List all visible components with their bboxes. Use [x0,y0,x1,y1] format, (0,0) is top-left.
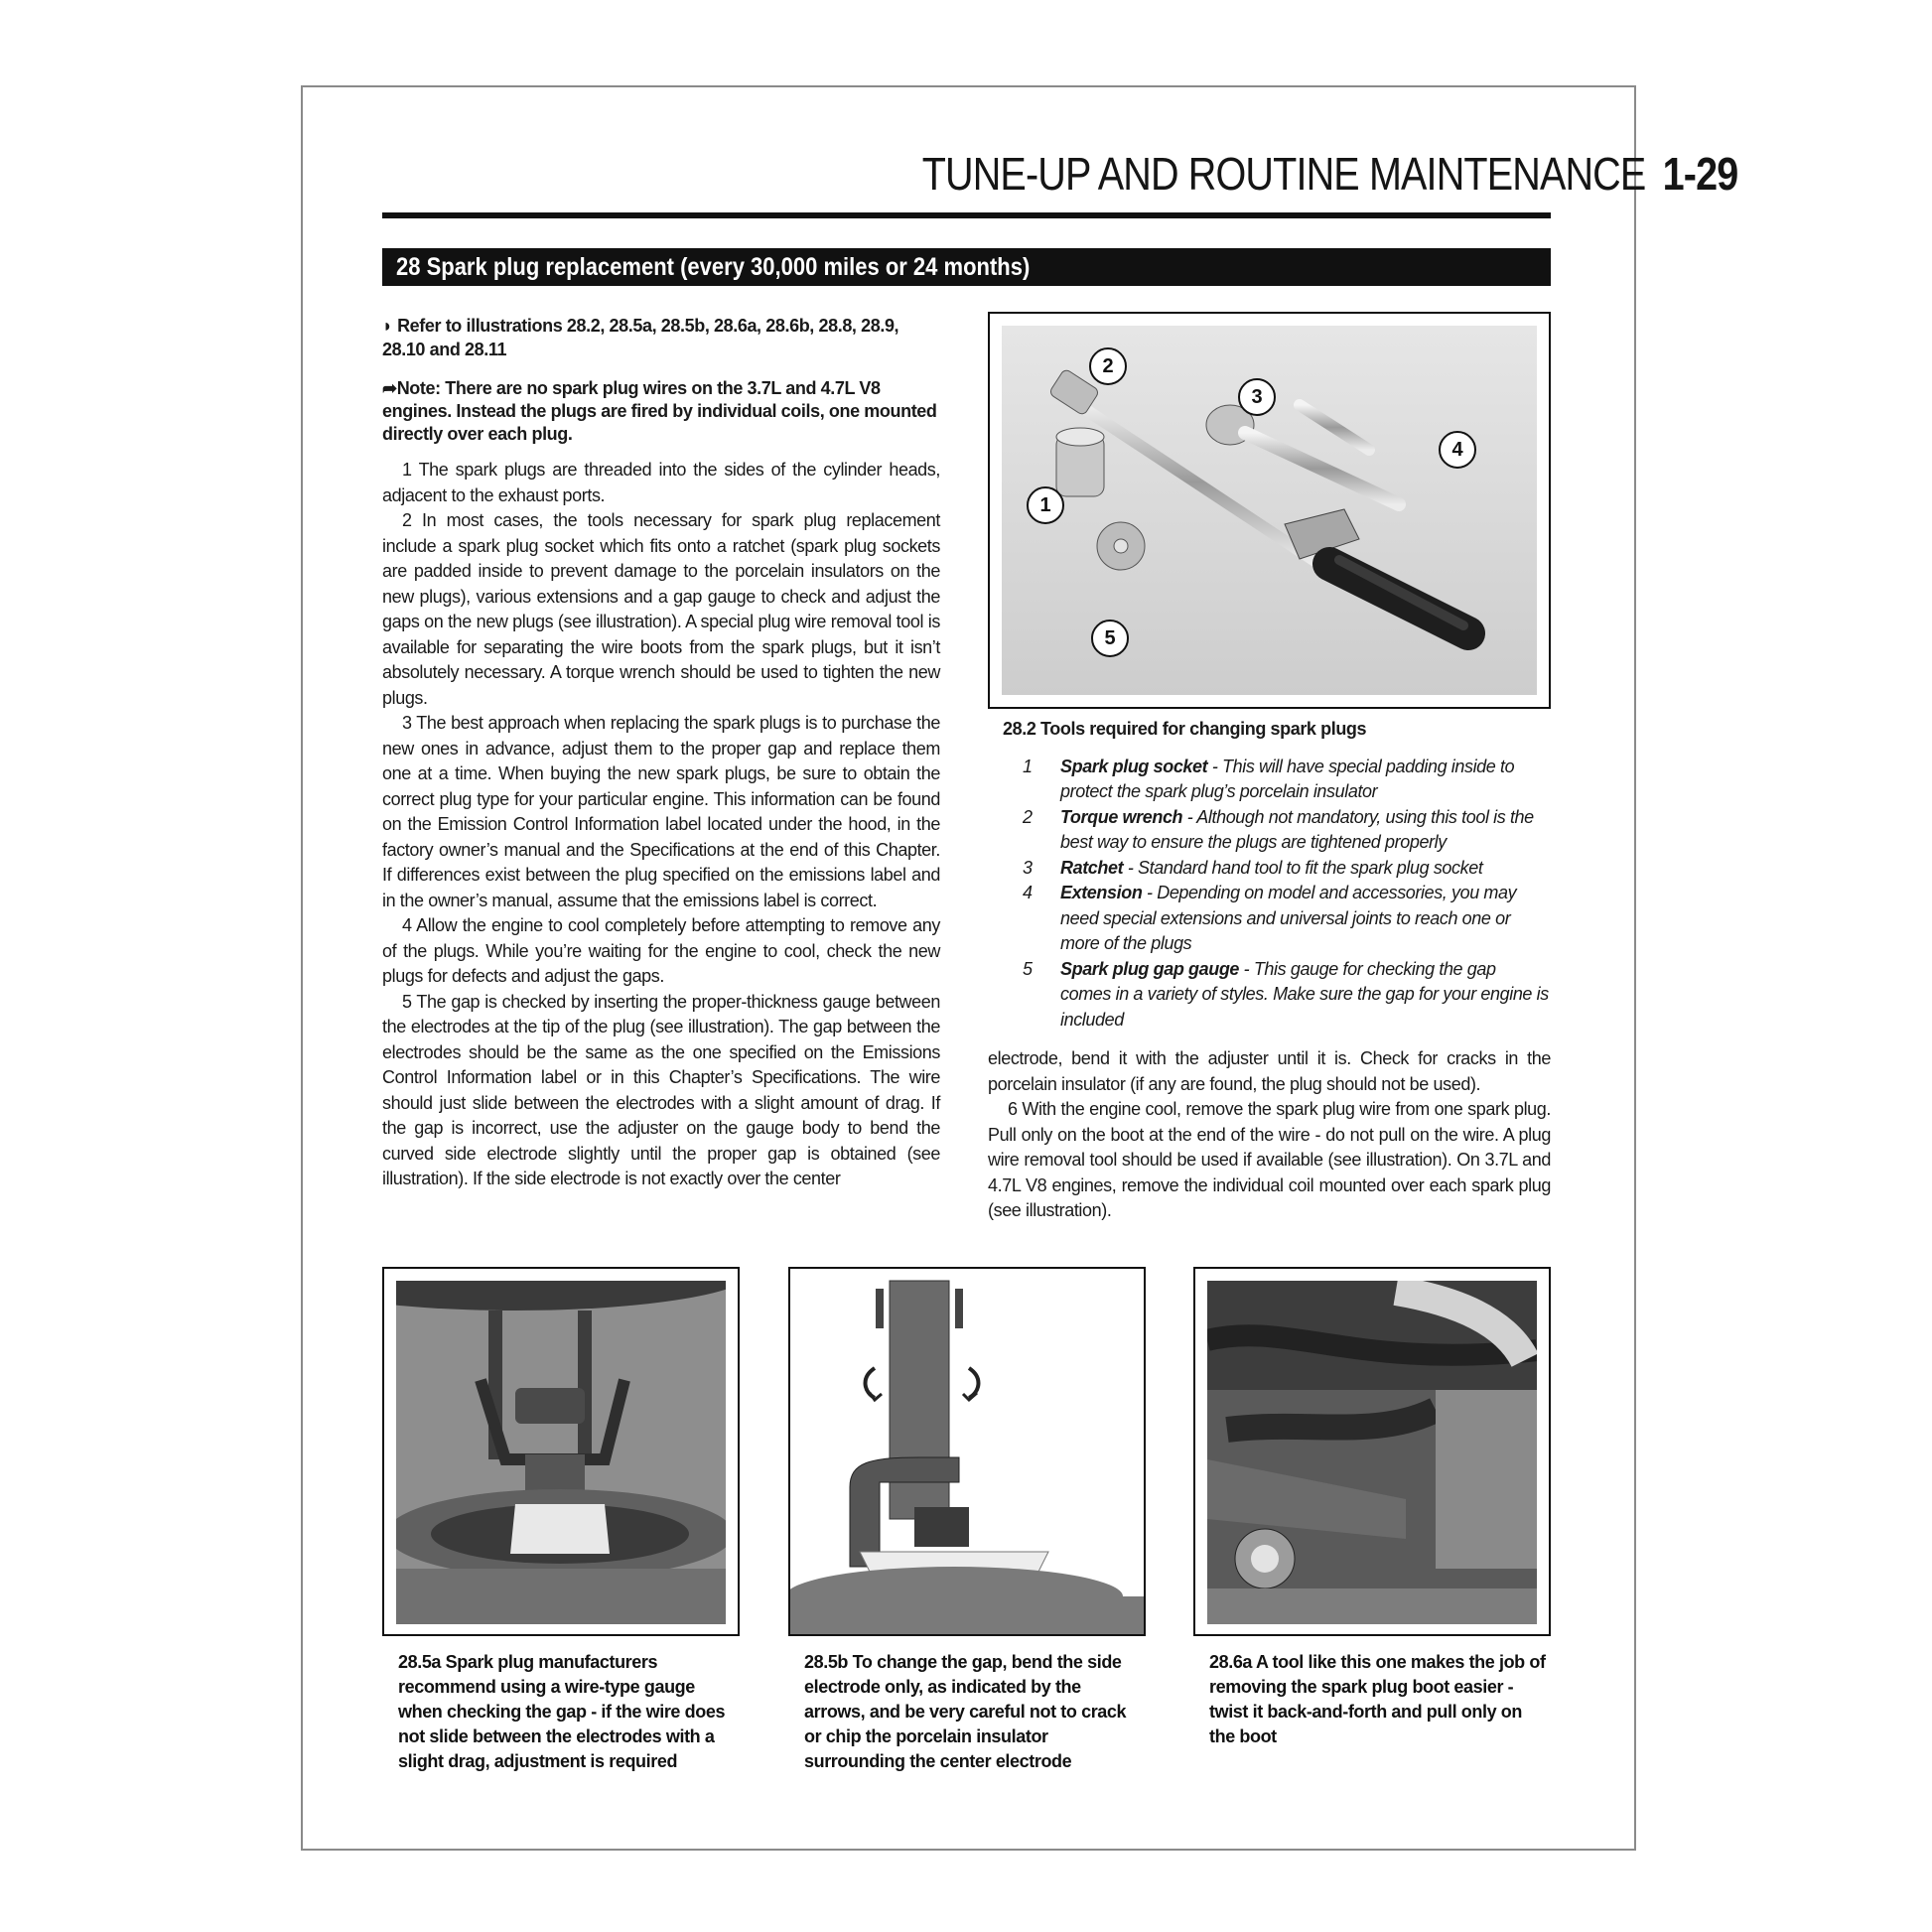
paragraph-4: 4 Allow the engine to cool completely before attempting to remove any of the plugs. While you’re waiting for the engine to cool, check the new plugs for defects and adjust the gaps. [382,915,940,986]
note-block [382,377,940,446]
item-desc: - Although not mandatory, using this tool is the best way to ensure the plugs are tightened properly [1060,806,1534,852]
figure-28-5a-frame [382,1267,740,1636]
list-item [1003,957,1551,1034]
item-number: 3 [1023,857,1033,878]
left-column [382,314,940,1192]
chapter-title: TUNE-UP AND ROUTINE MAINTENANCE [921,148,1646,200]
paragraph-2: 2 In most cases, the tools necessary for spark plug replacement include a spark plug socket which fits onto a ratchet (spark plug sockets are padded inside to prevent damage to the porcelain insulators on the new plugs), various extensions and a gap gauge to check and adjust the gaps on the new plugs (see illustration). A special plug wire removal tool is available for separating the wire boots from the spark plugs, but it isn’t absolutely necessary. A torque wrench should be used to tighten the new plugs. [382,510,940,708]
item-number: 4 [1023,883,1033,902]
figure-28-2-caption: 28.2 Tools required for changing spark plugs [1003,719,1367,739]
engine-bay-illustration [1207,1281,1537,1624]
item-desc: - Standard hand tool to fit the spark plug socket [1123,857,1483,878]
item-desc: - This gauge for checking the gap comes in a variety of styles. Make sure the gap for your engine is included [1060,958,1549,1030]
note-text: Note: There are no spark plug wires on the 3.7L and 4.7L V8 engines. Instead the plugs are fired by individual coils, one mounted directly over each plug. [382,378,937,444]
header-rule [382,212,1551,218]
page-number: 1-29 [1662,148,1738,200]
right-column [988,1046,1551,1224]
section-title: 28 Spark plug replacement (every 30,000 miles or 24 months) [396,253,1031,281]
callout-3: 3 [1238,378,1276,416]
figure-28-2-caption-block [1003,717,1551,1033]
page-header [922,147,1737,201]
item-name: Torque wrench [1060,806,1183,827]
figure-28-5a-caption: 28.5a Spark plug manufacturers recommend using a wire-type gauge when checking the gap - if the wire does not slide between the electrodes with a slight drag, adjustment is required [398,1652,726,1771]
list-item [1003,755,1551,805]
spark-plug-gauge-illustration [396,1281,726,1624]
refer-line [382,314,940,361]
paragraph-3: 3 The best approach when replacing the spark plugs is to purchase the new ones in advance, adjust them to the proper gap and replace them one at a time. When buying the new spark plugs, be sure to obtain the correct plug type for your particular engine. This information can be found on the Emission Control Information label located under the hood, in the factory owner’s manual and the Specifications at the end of this Chapter. If differences exist between the plug specified on the emissions label and in the owner’s manual, assume that the emissions label is correct. [382,713,940,910]
figure-28-5b-caption: 28.5b To change the gap, bend the side electrode only, as indicated by the arrows, and be very careful not to crack or chip the porcelain insulator surrounding the center electrode [804,1652,1127,1771]
figure-28-2-frame [988,312,1551,709]
item-number: 2 [1023,806,1033,827]
boot-removal-photo [1207,1281,1537,1624]
list-item [1003,881,1551,957]
item-name: Spark plug gap gauge [1060,958,1240,979]
callout-2: 2 [1089,347,1127,385]
note-arrow-icon: ➦ [382,378,397,398]
list-item [1003,856,1551,882]
manual-page [301,85,1738,1851]
callout-1: 1 [1027,486,1064,524]
bend-electrode-illustration [790,1269,1144,1634]
refer-text: Refer to illustrations 28.2, 28.5a, 28.5b, 28.6a, 28.6b, 28.8, 28.9, 28.10 and 28.11 [382,316,899,359]
tools-illustration [1002,326,1537,695]
tools-photo [1002,326,1537,695]
figure-28-5b-frame [788,1267,1146,1636]
paragraph-1: 1 The spark plugs are threaded into the sides of the cylinder heads, adjacent to the exhaust ports. [382,460,940,505]
callout-4: 4 [1439,431,1476,469]
item-number: 5 [1023,958,1033,979]
paragraph-5-cont: electrode, bend it with the adjuster until it is. Check for cracks in the porcelain insulator (if any are found, the plug should not be used). [988,1048,1551,1094]
figure-28-6a-caption: 28.6a A tool like this one makes the job of removing the spark plug boot easier - twist it back-and-forth and pull only on the boot [1209,1652,1546,1746]
paragraph-6: 6 With the engine cool, remove the spark plug wire from one spark plug. Pull only on the boot at the end of the wire - do not pull on the wire. A plug wire removal tool should be used if available (see illustration). On 3.7L and 4.7L V8 engines, remove the individual coil mounted over each spark plug (see illustration). [988,1099,1551,1220]
item-desc: - Depending on model and accessories, you may need special extensions and universal joints to reach one or more of the plugs [1060,883,1517,953]
item-name: Extension [1060,883,1143,902]
item-number: 1 [1023,756,1033,776]
item-name: Spark plug socket [1060,756,1208,776]
section-heading-bar [382,248,1551,286]
bend-electrode-photo [790,1269,1144,1634]
callout-5: 5 [1091,620,1129,657]
tools-list [1003,755,1551,1034]
item-desc: - This will have special padding inside to protect the spark plug’s porcelain insulator [1060,756,1515,801]
arrow-bullet-icon: ◗ [382,316,398,336]
paragraph-5: 5 The gap is checked by inserting the proper-thickness gauge between the electrodes at the tip of the plug (see illustration). The gap between the electrodes should be the same as the one specified on the Emissions Control Information label or in this Chapter’s Specifications. The wire should just slide between the electrodes with a slight amount of drag. If the gap is incorrect, use the adjuster on the gauge body to bend the curved side electrode slightly until the proper gap is obtained (see illustration). If the side electrode is not exactly over the center [382,991,940,1188]
gauge-wire-photo [396,1281,726,1624]
list-item [1003,805,1551,856]
figure-28-6a-frame [1193,1267,1551,1636]
item-name: Ratchet [1060,857,1124,878]
